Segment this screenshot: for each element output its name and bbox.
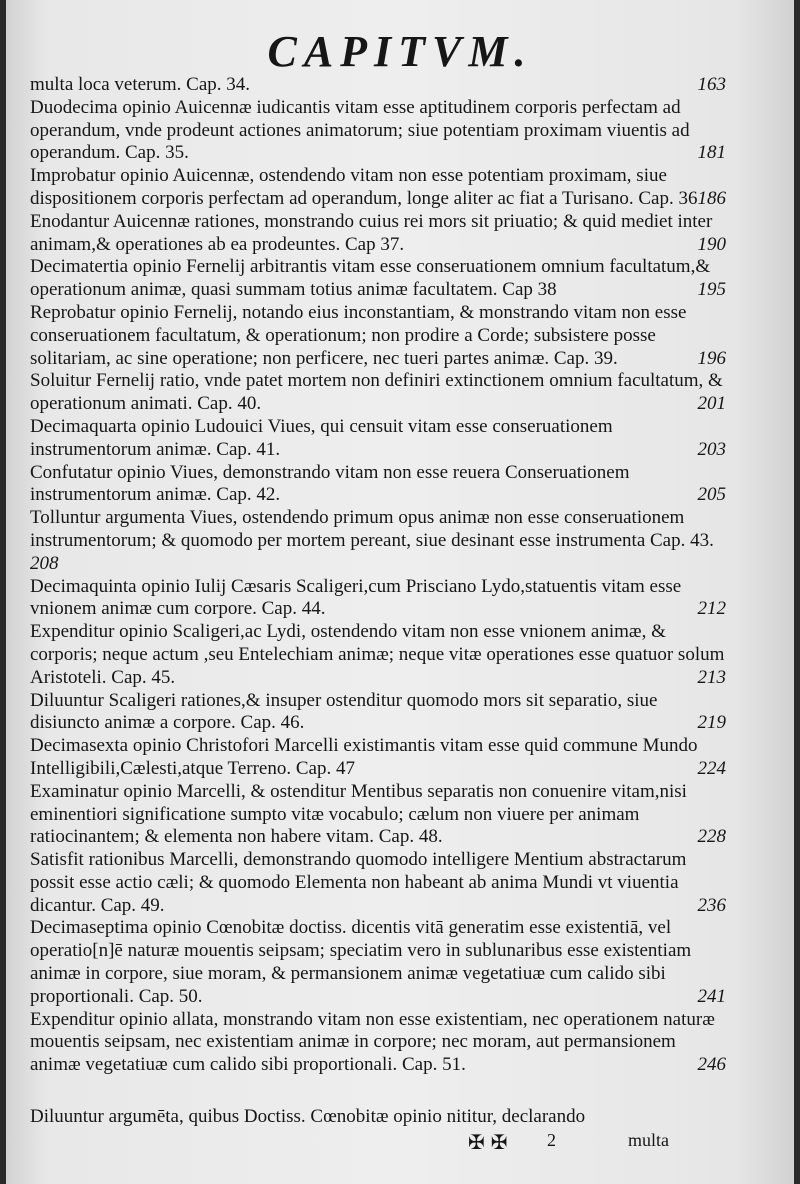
entry-page-number: 190 [697,233,726,255]
entry-text: Duodecima opinio Auicennæ iudicantis vitam esse aptitudinem corporis perfectam ad operandum, vnde prodeunt actiones animatorum; siue potentiam proximam viuentis ad operandum. Cap. 35. [30,96,690,164]
entry-page-number: 195 [697,279,726,301]
last-line: Diluuntur argumēta, quibus Doctiss. Cœnobitæ opinio nititur, declarando [30,1106,586,1127]
entry-page-number: 181 [697,142,726,164]
index-entry [30,849,730,917]
page-header: CAPITVM. [267,27,533,76]
index-entry [30,211,730,257]
index-entry [30,1009,730,1077]
ornament: ✠✠ [468,1132,514,1154]
page-left-edge [0,0,6,1184]
entry-text: multa loca veterum. Cap. 34. [30,74,251,95]
catchword: multa [628,1130,669,1150]
entry-page-number: 213 [697,666,726,688]
entry-page-number: 224 [697,757,726,779]
entry-text: Reprobatur opinio Fernelij, notando eius inconstantiam, & monstrando vitam non esse conseruationem facultatum, & operationum; non prodire a Corde; subsistere posse solitariam, ac sine operatione; non perficere, nec tueri partes animæ. Cap. 39. [30,301,687,369]
entry-text: Expenditur opinio allata, monstrando vitam non esse existentiam, nec operationem naturæ mouentis seipsam, nec existentiam animæ in corpore; nec moram, aut permansionem animæ vegetatiuæ cum calido sibi proportionali. Cap. 51. [30,1008,715,1076]
entry-text: Decimaseptima opinio Cœnobitæ doctiss. dicentis vitā generatim esse existentiā, vel operatio[n]ē naturæ mouentis seipsam; speciatim vero in sublunaribus esse existentiam animæ in corpore, siue moram, & permansionem animæ vegetatiuæ cum calido sibi proportionali. Cap. 50. [30,917,692,1007]
entry-text: Satisfit rationibus Marcelli, demonstrando quomodo intelligere Mentium abstractarum possit esse actio cæli; & quomodo Elementa non habeant ab anima Mundi vt viuentia dicantur. Cap. 49. [30,849,687,916]
entry-text: Tolluntur argumenta Viues, ostendendo primum opus animæ non esse conseruationem instrumentorum; & quomodo per mortem pereant, siue desinant esse instrumenta Cap. 43. [30,507,714,551]
entry-text: Expenditur opinio Scaligeri,ac Lydi, ostendendo vitam non esse vnionem animæ, & corporis; neque actum ,seu Entelechiam animæ; neque vitæ operationes esse quatuor solum Aristoteli. Cap. 45. [30,621,725,688]
index-entry [30,735,730,781]
entry-text: Decimasexta opinio Christofori Marcelli existimantis vitam esse quid commune Mundo Intelligibili,Cælesti,atque Terreno. Cap. 47 [30,735,698,779]
entry-page-number: 203 [697,438,726,460]
index-entry [30,74,730,97]
index-entries [30,74,730,1077]
entry-text: Diluuntur Scaligeri rationes,& insuper ostenditur quomodo mors sit separatio, siue disiuncto animæ a corpore. Cap. 46. [30,689,658,734]
page-footer [0,1130,800,1154]
entry-page-number: 241 [697,985,726,1007]
entry-page-number: 186 [697,187,726,209]
index-entry [30,781,730,849]
index-entry [30,917,730,1008]
entry-page-number: 208 [30,552,59,574]
index-entry [30,462,730,508]
index-entry [30,97,730,165]
entry-page-number: 163 [697,74,726,95]
entry-page-number: 196 [697,347,726,369]
index-entry [30,416,730,462]
entry-text: Confutatur opinio Viues, demonstrando vitam non esse reuera Conseruationem instrumentorum animæ. Cap. 42. [30,461,630,506]
index-entry [30,256,730,302]
entry-text: Decimaquinta opinio Iulij Cæsaris Scaligeri,cum Prisciano Lydo,statuentis vitam esse vnionem animæ cum corpore. Cap. 44. [30,575,682,620]
signature-mark: 2 [547,1130,556,1150]
index-entry [30,507,730,575]
entry-text: Enodantur Auicennæ rationes, monstrando cuius rei mors sit priuatio; & quid mediet inter animam,& operationes ab ea prodeuntes. Cap 37. [30,210,713,255]
entry-text: Decimatertia opinio Fernelij arbitrantis vitam esse conseruationem omnium facultatum,& operationum animæ, quasi summam totius animæ facultatem. Cap 38 [30,256,711,301]
entry-page-number: 205 [697,484,726,506]
entry-text: Examinatur opinio Marcelli, & ostenditur Mentibus separatis non conuenire vitam,nisi eminentiori significatione sumpto vitæ vocabulo; cælum non viuere per animam ratiocinantem; & elementa non habere vitam. Cap. 48. [30,780,687,848]
entry-page-number: 246 [697,1054,726,1076]
index-entry [30,690,730,736]
index-entry [30,576,730,622]
entry-page-number: 228 [697,826,726,848]
entry-page-number: 201 [697,393,726,415]
entry-page-number: 236 [697,894,726,916]
index-entry [30,165,730,211]
entry-page-number: 219 [697,712,726,734]
entry-text: Improbatur opinio Auicennæ, ostendendo vitam non esse potentiam proximam, siue dispositionem corporis perfectam ad operandum, longe aliter ac fiat a Turisano. Cap. 36 [30,165,698,209]
index-entry [30,621,730,689]
index-entry [30,302,730,370]
entry-text: Soluitur Fernelij ratio, vnde patet mortem non definiri extinctionem omnium facultatum, & operationum animati. Cap. 40. [30,370,723,415]
entry-page-number: 212 [697,598,726,620]
index-entry [30,370,730,416]
page-right-edge [794,0,800,1184]
entry-text: Decimaquarta opinio Ludouici Viues, qui censuit vitam esse conseruationem instrumentorum animæ. Cap. 41. [30,415,613,460]
